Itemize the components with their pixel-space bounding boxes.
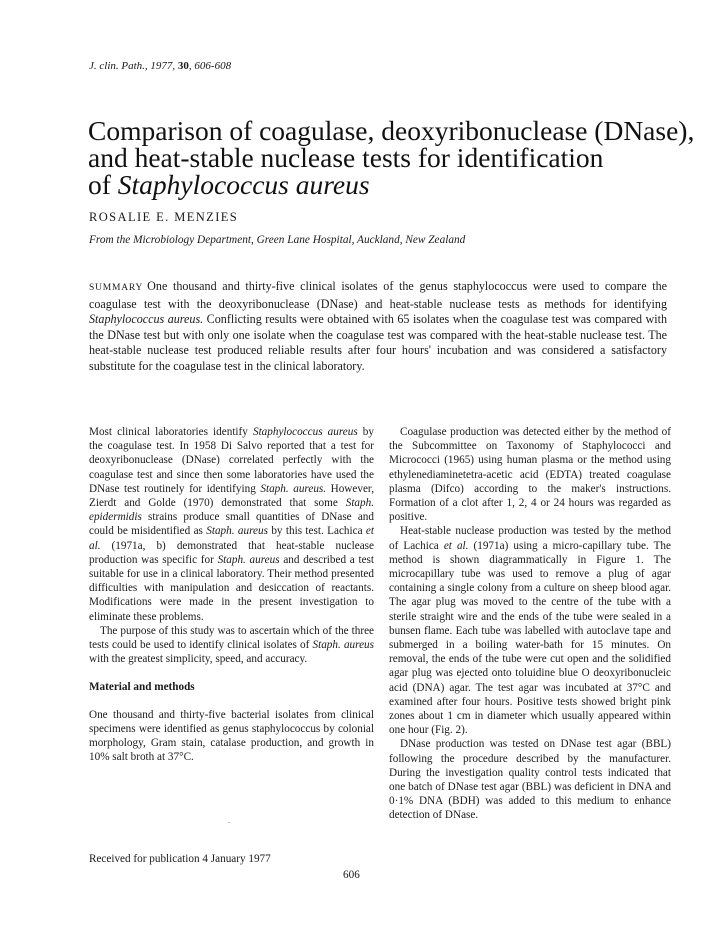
text-run: Heat-stable nuclease production was tested by the method of Lachica (389, 525, 671, 552)
summary-abstract (89, 279, 667, 375)
species-name: Staph. aureus (206, 525, 268, 538)
text-run: Most clinical laboratories identify (89, 426, 253, 438)
species-name: Staph. aureus (217, 553, 280, 566)
title-line-3-prefix: of (88, 169, 118, 200)
coagulase-paragraph: Coagulase production was detected either by the method of the Subcommittee on Taxonomy of Staphylococci and Micrococci (1965) using human plasma or the method using ethylenediaminetetra-acetic acid (EDTA) treated coagulase plasma (Difco) according to the maker's instructions. Formation of a clot after 1, 2, 4 or 24 hours was regarded as positive. (389, 426, 671, 524)
text-run: However, Zierdt and Golde (1970) demonstrated that some (89, 482, 374, 510)
intro-paragraph (89, 425, 374, 624)
species-name: Staph. aureus. (260, 482, 327, 495)
title-species: Staphylococcus aureus (117, 169, 370, 200)
summary-species: Staphylococcus aureus. (89, 312, 204, 327)
title-line-1: Comparison of coagulase, deoxyribonuclease (DNase), (88, 115, 695, 146)
species-name: Staphylococcus aureus (252, 426, 358, 438)
summary-text-a: One thousand and thirty-five clinical isolates of the genus staphylococcus were used to compare the coagulase test with the deoxyribonuclease (DNase) and heat-stable nuclease tests as methods for identifying (89, 279, 667, 311)
text-run: by this test. Lachica (267, 525, 366, 538)
et-al: et al. (89, 525, 374, 552)
summary-label: SUMMARY (89, 283, 144, 293)
section-heading: Material and methods (89, 681, 195, 694)
journal-name: J. clin. Path. (89, 60, 145, 72)
text-run: (1971a) using a micro-capillary tube. The method is shown diagrammatically in Figure 1. The microcapillary tube was used to remove a plug of agar containing a single colony from a culture on sheep blood agar. The agar plug was moved to the centre of the tube with a sterile straight wire and the ends of the tube were sealed in a bunsen flame. Each tube was labelled with autoclave tape and submerged in a boiling water-bath for 15 minutes. On removal, the ends of the tube were cut open and the solidified agar plug was ejected onto toluidine blue O deoxyribonucleic acid (DNA) agar. The test agar was incubated at 37°C and examined after four hours. Positive tests showed bright pink zones about 1 cm in diameter which usually appeared within one hour (Fig. 2). (389, 539, 671, 737)
author-affiliation: From the Microbiology Department, Green Lane Hospital, Auckland, New Zealand (89, 234, 466, 246)
citation-pages: , 606-608 (188, 60, 232, 72)
title-line-3 (88, 171, 688, 198)
left-column (89, 425, 374, 764)
nuclease-paragraph (389, 524, 671, 737)
citation-volume: 30 (177, 60, 189, 72)
page-number: 606 (343, 869, 360, 881)
summary-text-b: Conflicting results were obtained with 65 isolates when the coagulase test was compared with the DNase test but with only one isolate when the coagulase test was compared with the heat-stable nuclease test. The heat-stable nuclease test produced reliable results after four hours' incubation and was considered a satisfactory substitute for the coagulase test in the clinical laboratory. (89, 312, 667, 373)
methods-paragraph: One thousand and thirty-five bacterial isolates from clinical specimens were identified as genus staphylococcus by colonial morphology, Gram stain, catalase production, and growth in 10% salt broth at 37°C. (89, 708, 374, 764)
text-run: by the coagulase test. In 1958 Di Salvo reported that a test for deoxyribonuclease (DNase) correlated perfectly with the coagulase test and since then some laboratories have used the DNase test routinely for identifying (89, 426, 374, 495)
text-run: strains produce small quantities of DNase and could be misidentified as (89, 511, 374, 538)
species-name: Staph. epidermidis (89, 497, 374, 524)
et-al: et al. (443, 539, 469, 552)
dnase-paragraph: DNase production was tested on DNase test agar (BBL) following the procedure described by the manufacturer. During the investigation quality control tests indicated that one batch of DNase test agar (BBL) was deficient in DNA and 0·1% DNA (BDH) was added to this medium to enhance detection of DNase. (389, 738, 671, 822)
title-line-2: and heat-stable nuclease tests for identification (88, 142, 604, 173)
article-title (88, 115, 695, 200)
species-name: Staph. aureus (312, 639, 374, 652)
text-run: The purpose of this study was to ascertain which of the three tests could be used to identify clinical isolates of (89, 624, 374, 652)
text-run: with the greatest simplicity, speed, and accuracy. (89, 653, 308, 666)
citation-year: , 1977, (144, 60, 178, 72)
text-run: (1971a, b) demonstrated that heat-stable nuclease production was specific for (89, 539, 374, 566)
right-column (389, 425, 671, 823)
journal-citation (89, 60, 231, 72)
received-date: Received for publication 4 January 1977 (89, 853, 271, 865)
purpose-paragraph (89, 624, 374, 667)
scan-speck (228, 822, 230, 823)
author-name: ROSALIE E. MENZIES (89, 210, 239, 224)
text-run: and described a test suitable for use in a clinical laboratory. Their method presented difficulties with manipulation and desiccation of reactants. Modifications were made in the present investigation to eliminate these problems. (89, 553, 374, 623)
